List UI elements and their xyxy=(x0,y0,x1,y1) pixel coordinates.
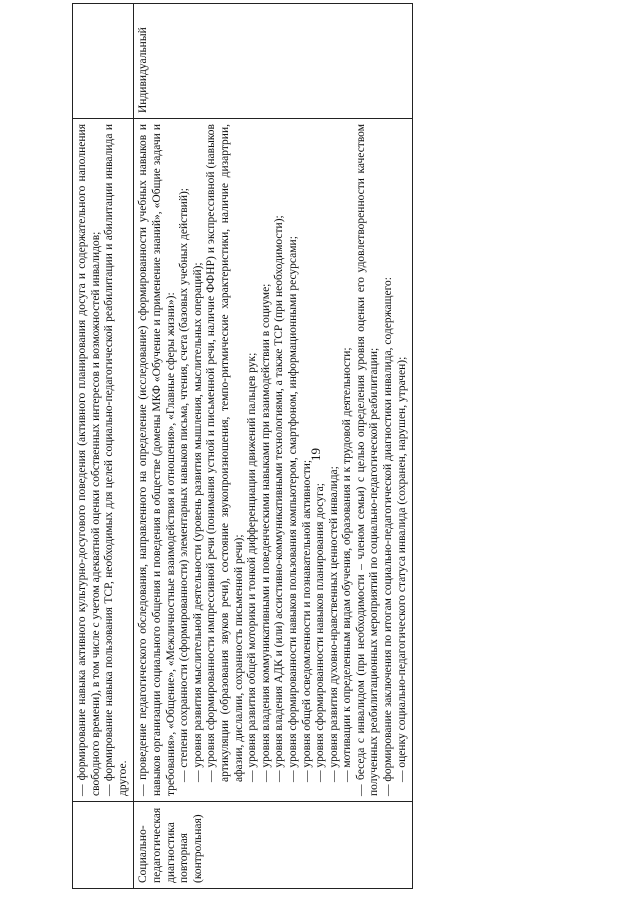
content-paragraph: — формирование заключения по итогам социально-педагогической диагностики инвалида, содержащего: xyxy=(382,277,395,796)
table-row-diagnostics xyxy=(134,4,413,889)
content-paragraph: — уровня владения коммуникативными и поведенческими навыками при взаимодействии в социуме; xyxy=(259,283,272,782)
content-paragraph: — уровня развития общей моторики и тонкой дифференциации движений пальцев рук; xyxy=(246,352,259,782)
content-paragraph: — проведение педагогического обследования, направленного на определение (исследование) сформированности учебных навыков и навыков организации социального общения и поведения в обществе (домены МКФ «Обучение и применение знаний», «Общие задачи и требования», «Общение», «Межличностные взаимодействия и отношения», «Главные сферы жизни»): xyxy=(137,124,177,796)
cell-content-continuation xyxy=(73,119,134,802)
cell-service-name: Социально-педагогическая диагностика повторная (контрольная) xyxy=(134,802,413,889)
content-paragraph: — формирование навыка активного культурно-досугового поведения (активного планирования досуга и содержательного наполнения свободного времени), в том числе с учетом адекватной оценки собственных интересов и возможностей инвалидов; xyxy=(76,124,102,796)
rehabilitation-table xyxy=(72,3,413,889)
content-paragraph: — формирование навыка пользования ТСР, необходимых для целей социально-педагогической реабилитации и абилитации инвалида и другое. xyxy=(103,124,129,796)
content-paragraph: — мотивации к определенным видам обучения, образования и к трудовой деятельности; xyxy=(341,347,354,782)
cell-form-empty xyxy=(73,4,134,119)
cell-service-name-empty xyxy=(73,802,134,889)
content-paragraph: — уровня сформированности навыков пользования компьютером, смартфоном, информационными ресурсами; xyxy=(286,236,299,782)
content-paragraph: — уровня владения АДК и (или) ассистивно-коммуникативными технологиями, а также ТСР (при необходимости); xyxy=(273,215,286,782)
content-paragraph: — уровня развития духовно-нравственных ценностей инвалида; xyxy=(327,466,340,782)
cell-content-diagnostics xyxy=(134,119,413,802)
content-paragraph: — уровня сформированности навыков планирования досуга; xyxy=(314,483,327,782)
content-paragraph: — уровня общей осведомленности и познавательной активности; xyxy=(300,459,313,782)
content-paragraph: — уровня сформированности импрессивной речи (понимания устной и письменной речи, наличие ФФНР) и экспрессивной (навыков артикуляции (образования звуков речи), состояние звукопроизношения, темпо-ритмические характеристики, наличие дизартрии, афазии, дислалии, сохранность письменной речи); xyxy=(205,124,245,782)
page-number: 19 xyxy=(308,448,323,461)
content-paragraph: — оценку социально-педагогического статуса инвалида (сохранен, нарушен, утрачен); xyxy=(395,356,408,782)
content-paragraph: — беседа с инвалидом (при необходимости – членом семьи) с целью определения уровня оценки его удовлетворенности качеством полученных реабилитационных мероприятий по социально-педагогической реабилитации; xyxy=(354,124,381,796)
content-paragraph: — степени сохранности (сформированности) элементарных навыков письма, чтения, счета (базовых учебных действий); xyxy=(178,187,191,782)
cell-form: Индивидуальный xyxy=(134,4,413,119)
table-row-continuation xyxy=(73,4,134,889)
content-paragraph: — уровня развития мыслительной деятельности (уровень развития мышления, мыслительных операций); xyxy=(191,262,204,782)
